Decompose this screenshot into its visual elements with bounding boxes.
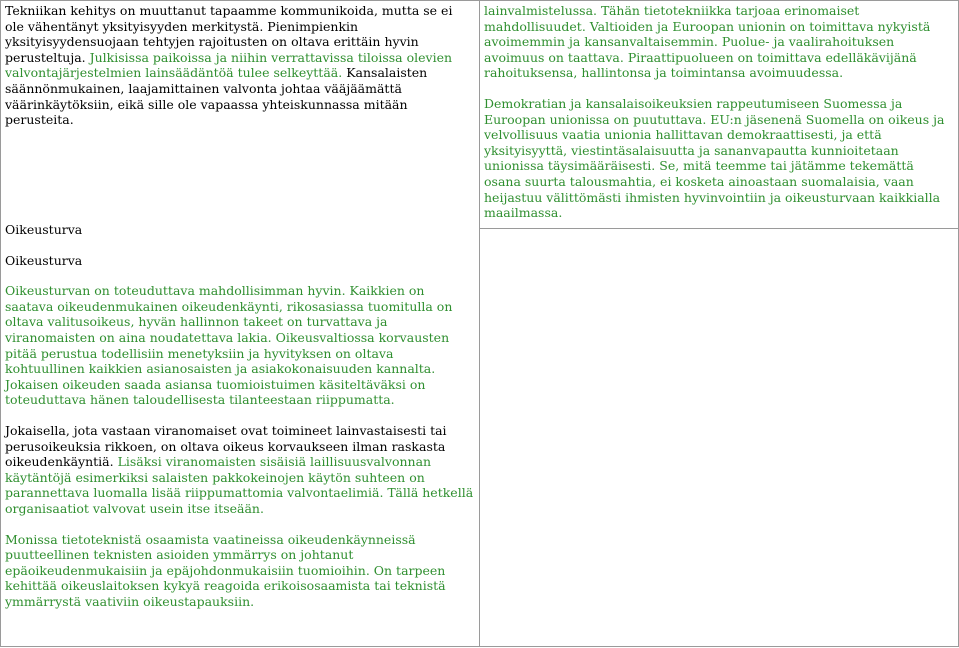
right-bottom-cell [480,229,959,647]
paragraph-legal-protection [5,283,474,408]
text-segment: Monissa tietoteknistä osaamista vaatineissa oikeudenkäynneissä puutteellinen teknisten asioiden ymmärrys on johtanut epäoikeudenmukaisiin ja epäjohdonmukaisiin tuomioihin. [5,531,416,578]
text-segment: Kansalaisten säännönmukainen, laajamittainen valvonta johtaa vääjäämättä väärinkäytöksiin, eikä sille ole vapaassa yhteiskunnassa mitään perusteita. [5,65,428,128]
left-cell [1,1,480,647]
paragraph-transparency [484,3,953,81]
right-top-cell [480,1,959,229]
text-segment: Lisäksi viranomaisten sisäisiä laillisuusvalvonnan käytäntöjä esimerkiksi salaisten pakkokeinojen käytön suhteen on parannettava luomalla lisää riippumattomia valvontaelimiä. Tällä hetkellä organisaatiot valvovat usein itse itseään. [5,454,474,516]
paragraph-technical-expertise [5,532,474,610]
text-segment: Demokratian ja kansalaisoikeuksien rappeutumiseen Suomessa ja Euroopan unionissa on puututtava. EU:n jäsenenä Suomella on oikeus ja velvollisuus vaatia unionia hallittavan demokraattisesti, ja että yksityisyyttä, viestintäsalaisuutta ja sananvapautta kunnioitetaan unionissa täysimääräisesti. Se, mitä teemme tai jätämme tekemättä osana suurta talousmahtia, ei kosketa ainoastaan suomalaisia, vaan heijastuu välittömästi ihmisten hyvinvointiin ja oikeusturvaan kaikkialla maailmassa. [484,95,945,221]
heading-oikeusturva: Oikeusturva [5,222,83,237]
text-segment: On tarpeen kehittää oikeuslaitoksen kykyä reagoida erikoisosaamista tai teknistä ymmärrystä vaativiin oikeustapauksiin. [5,562,446,609]
text-segment: Julkisissa paikoissa ja niihin verrattavissa tiloissa olevien valvontajärjestelmien lainsäädäntöä tulee selkeyttää. [5,49,453,81]
paragraph-privacy [5,3,474,222]
text-segment: Puolue- ja vaalirahoituksen avoimuus on taattava. Piraattipuolueen on toimittava edelläkävijänä rahoituksensa, hallintonsa ja toimintansa avoimuudessa. [484,34,917,81]
paragraph-compensation [5,423,474,517]
text-segment: Kaikkien on saatava oikeudenmukainen oikeudenkäynti, rikosasiassa tuomitulla on oltava valitusoikeus, hyvän hallinnon takeet on turvattava ja viranomaisten on aina noudatettava lakia. Oikeusvaltiossa korvausten pitää perustua todellisiin menetyksiin ja hyvityksen on oltava kohtuullinen kaikkien asianosaisten ja asiakokonaisuuden kannalta. Jokaisen oikeuden saada asiansa tuomioistuimen käsiteltäväksi on toteuduttava hänen taloudellisesta tilanteestaan riippumatta. [5,283,453,408]
paragraph-democracy [484,96,953,221]
text-segment: Oikeusturvan on toteuduttava mahdollisimman hyvin. [5,283,346,299]
text-segment: lainvalmistelussa. Tähän tietotekniikka tarjoaa erinomaiset mahdollisuudet. Valtioiden ja Euroopan unionin on toimittava nykyistä avoimemmin ja kansanvaltaisemmin. [484,3,931,50]
text-segment: Jokaisella, jota vastaan viranomaiset ovat toimineet lainvastaisesti tai perusoikeuksia rikkoen, on oltava oikeus korvaukseen ilman raskasta oikeudenkäyntiä. [5,422,447,470]
heading-oikeusturva-2: Oikeusturva [5,252,83,268]
text-segment: Tekniikan kehitys on muuttanut tapaamme kommunikoida, mutta se ei ole vähentänyt yksityisyyden merkitystä. Pienimpienkin yksityisyydensuojaan tehtyjen rajoitusten on oltava erittäin hyvin perusteltuja. [5,3,453,65]
